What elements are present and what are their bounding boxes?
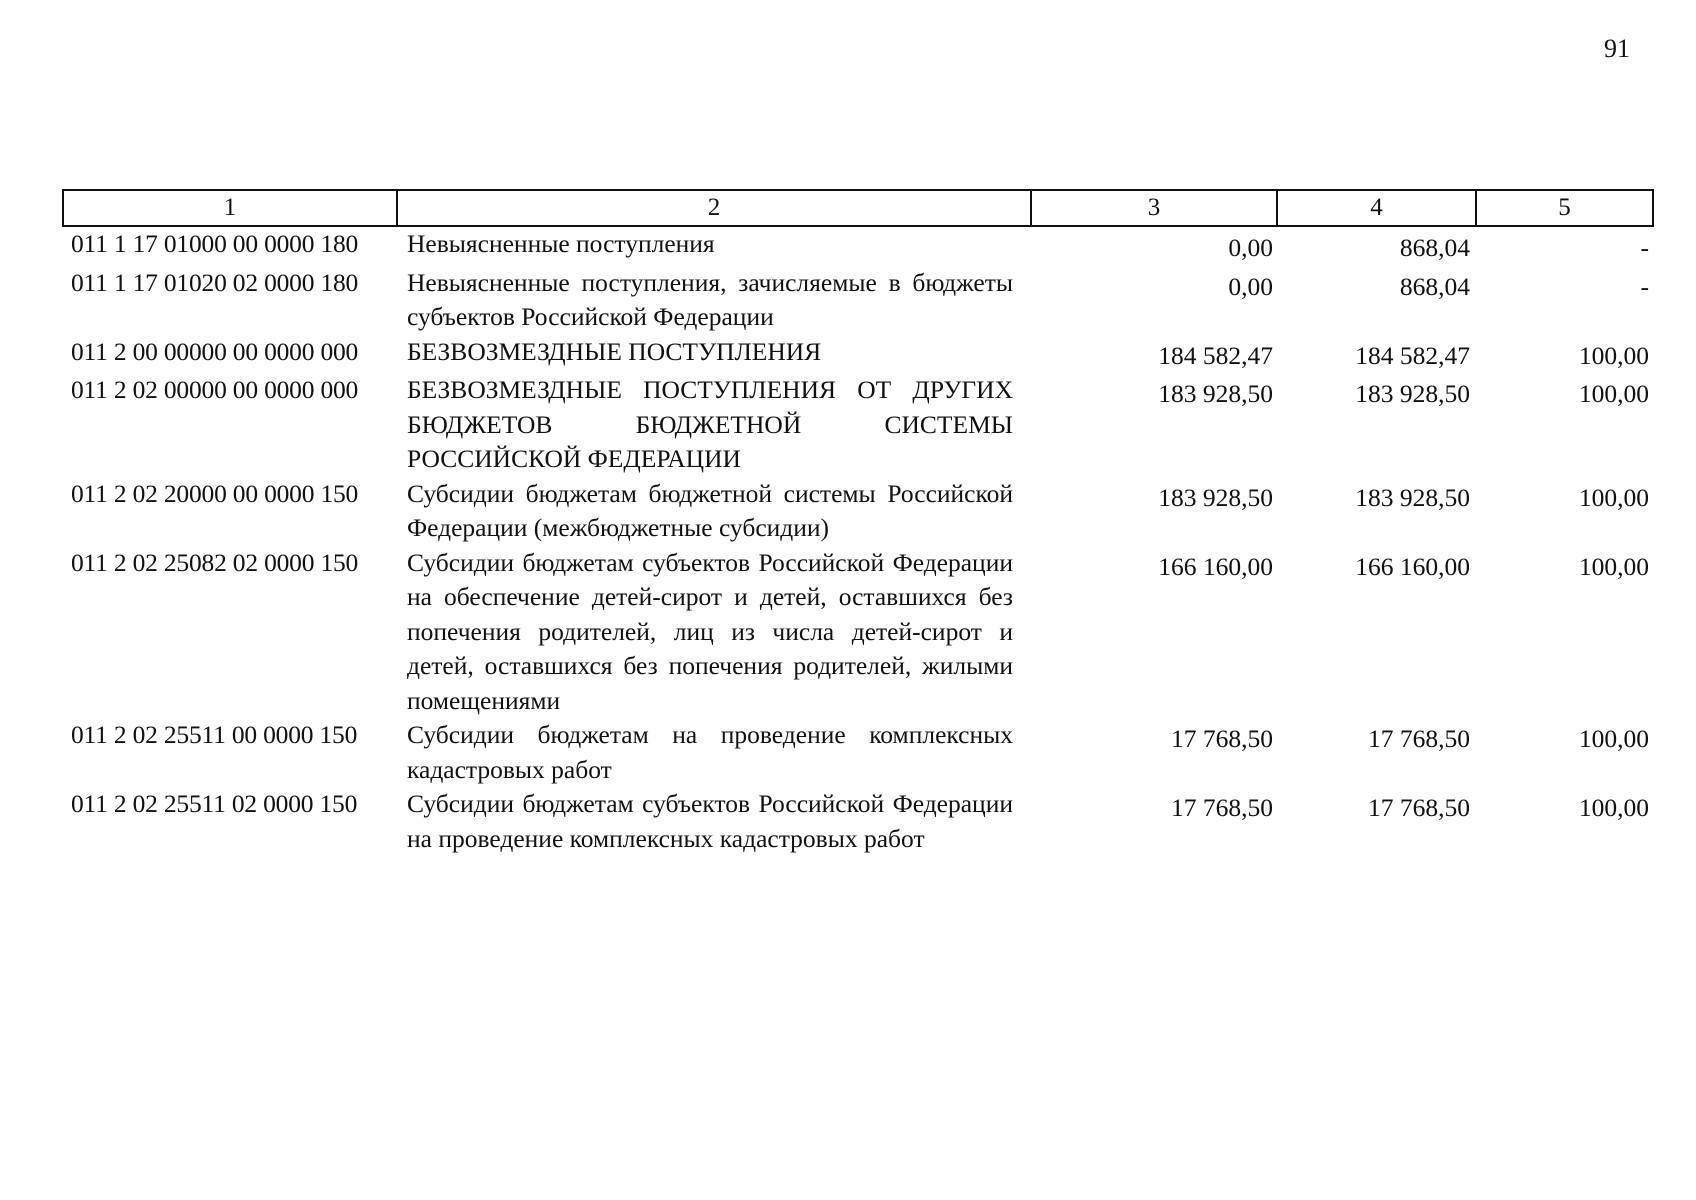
table-body: [63, 226, 1653, 856]
table-row: [63, 718, 1653, 787]
value-col-3: 183 928,50: [1158, 379, 1273, 408]
header-row: [63, 190, 1653, 226]
value-col-4: 184 582,47: [1355, 340, 1470, 370]
value-col-4: 17 768,50: [1368, 724, 1470, 753]
budget-item-name: Субсидии бюджетам бюджетной системы Российской Федерации (межбюджетные субсидии): [407, 478, 1013, 542]
budget-item-name: БЕЗВОЗМЕЗДНЫЕ ПОСТУПЛЕНИЯ: [407, 336, 822, 366]
value-col-4: 868,04: [1399, 271, 1470, 301]
budget-code: 011 2 00 00000 00 0000 000: [71, 336, 359, 366]
table-row: [63, 266, 1653, 335]
table-row: [63, 335, 1653, 374]
budget-code: 011 1 17 01020 02 0000 180: [71, 267, 359, 297]
table-header: [63, 190, 1653, 226]
value-col-5: 100,00: [1578, 724, 1649, 753]
budget-code: 011 2 02 00000 00 0000 000: [71, 375, 359, 404]
table-row: [63, 373, 1653, 477]
budget-code: 011 2 02 25511 00 0000 150: [71, 720, 358, 749]
table-row: [63, 226, 1653, 266]
budget-code: 011 2 02 25511 02 0000 150: [71, 789, 358, 818]
value-col-3: 166 160,00: [1158, 551, 1273, 581]
page-number: 91: [1604, 34, 1630, 63]
header-col-4: 4: [1277, 190, 1476, 226]
value-col-3: 0,00: [1228, 233, 1273, 262]
budget-item-name: Субсидии бюджетам субъектов Российской Федерации на проведение комплексных кадастровых работ: [407, 789, 1013, 853]
budget-item-name: Невыясненные поступления, зачисляемые в бюджеты субъектов Российской Федерации: [407, 267, 1013, 331]
table-row: [63, 787, 1653, 856]
header-col-5: 5: [1476, 190, 1653, 226]
budget-item-name: Субсидии бюджетам на проведение комплексных кадастровых работ: [407, 720, 1013, 784]
value-col-5: -: [1640, 271, 1649, 301]
budget-code: 011 1 17 01000 00 0000 180: [71, 229, 359, 258]
value-col-5: 100,00: [1578, 482, 1649, 512]
budget-table: [62, 189, 1654, 856]
value-col-4: 183 928,50: [1355, 379, 1470, 408]
budget-item-name: Невыясненные поступления: [407, 229, 715, 258]
value-col-3: 0,00: [1228, 271, 1273, 301]
value-col-5: 100,00: [1578, 551, 1649, 581]
value-col-4: 183 928,50: [1355, 482, 1470, 512]
value-col-5: -: [1640, 233, 1649, 262]
value-col-4: 17 768,50: [1368, 793, 1470, 822]
budget-code: 011 2 02 25082 02 0000 150: [71, 547, 359, 577]
value-col-3: 184 582,47: [1158, 340, 1273, 370]
value-col-5: 100,00: [1578, 793, 1649, 822]
budget-code: 011 2 02 20000 00 0000 150: [71, 478, 359, 508]
header-col-1: 1: [63, 190, 397, 226]
table-row: [63, 546, 1653, 719]
value-col-4: 166 160,00: [1355, 551, 1470, 581]
value-col-5: 100,00: [1578, 379, 1649, 408]
table-row: [63, 477, 1653, 546]
header-col-2: 2: [397, 190, 1031, 226]
value-col-3: 17 768,50: [1171, 724, 1273, 753]
value-col-5: 100,00: [1578, 340, 1649, 370]
value-col-4: 868,04: [1399, 233, 1470, 262]
budget-table-container: [62, 189, 1652, 856]
budget-item-name: Субсидии бюджетам субъектов Российской Федерации на обеспечение детей-сирот и детей, оставшихся без попечения родителей, лиц из числа детей-сирот и детей, оставшихся без попечения родителей, жилыми помещениями: [407, 547, 1013, 715]
header-col-3: 3: [1031, 190, 1277, 226]
budget-item-name: БЕЗВОЗМЕЗДНЫЕ ПОСТУПЛЕНИЯ ОТ ДРУГИХ БЮДЖЕТОВ БЮДЖЕТНОЙ СИСТЕМЫ РОССИЙСКОЙ ФЕДЕРАЦИИ: [407, 375, 1013, 473]
value-col-3: 17 768,50: [1171, 793, 1273, 822]
value-col-3: 183 928,50: [1158, 482, 1273, 512]
